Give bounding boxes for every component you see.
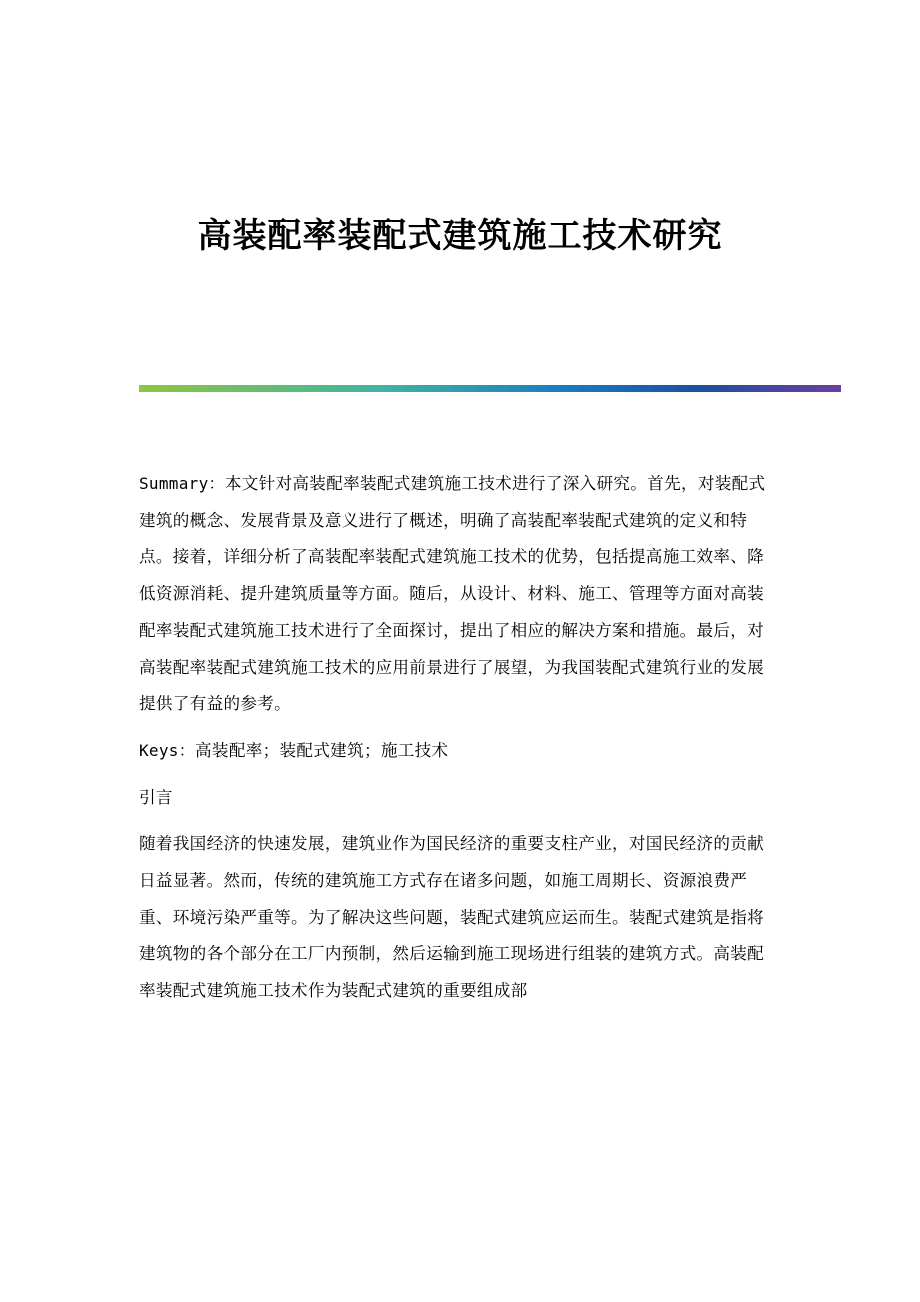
- section-heading-intro: 引言: [139, 787, 173, 807]
- keywords-text: 高装配率；装配式建筑；施工技术: [195, 740, 449, 760]
- keywords-label: Keys：: [139, 740, 196, 760]
- title-divider: [139, 385, 841, 392]
- abstract-paragraph: [139, 466, 779, 723]
- intro-paragraph: 随着我国经济的快速发展，建筑业作为国民经济的重要支柱产业，对国民经济的贡献日益显著。然而，传统的建筑施工方式存在诸多问题，如施工周期长、资源浪费严重、环境污染严重等。为了解决这些问题，装配式建筑应运而生。装配式建筑是指将建筑物的各个部分在工厂内预制，然后运输到施工现场进行组装的建筑方式。高装配率装配式建筑施工技术作为装配式建筑的重要组成部: [139, 834, 765, 1001]
- abstract-label: Summary：: [139, 474, 225, 493]
- document-title: 高装配率装配式建筑施工技术研究: [197, 216, 723, 256]
- document-body: [139, 466, 779, 1010]
- abstract-text: 本文针对高装配率装配式建筑施工技术进行了深入研究。首先，对装配式建筑的概念、发展背景及意义进行了概述，明确了高装配率装配式建筑的定义和特点。接着，详细分析了高装配率装配式建筑施工技术的优势，包括提高施工效率、降低资源消耗、提升建筑质量等方面。随后，从设计、材料、施工、管理等方面对高装配率装配式建筑施工技术进行了全面探讨，提出了相应的解决方案和措施。最后，对高装配率装配式建筑施工技术的应用前景进行了展望，为我国装配式建筑行业的发展提供了有益的参考。: [139, 474, 766, 714]
- keywords-paragraph: [139, 733, 779, 770]
